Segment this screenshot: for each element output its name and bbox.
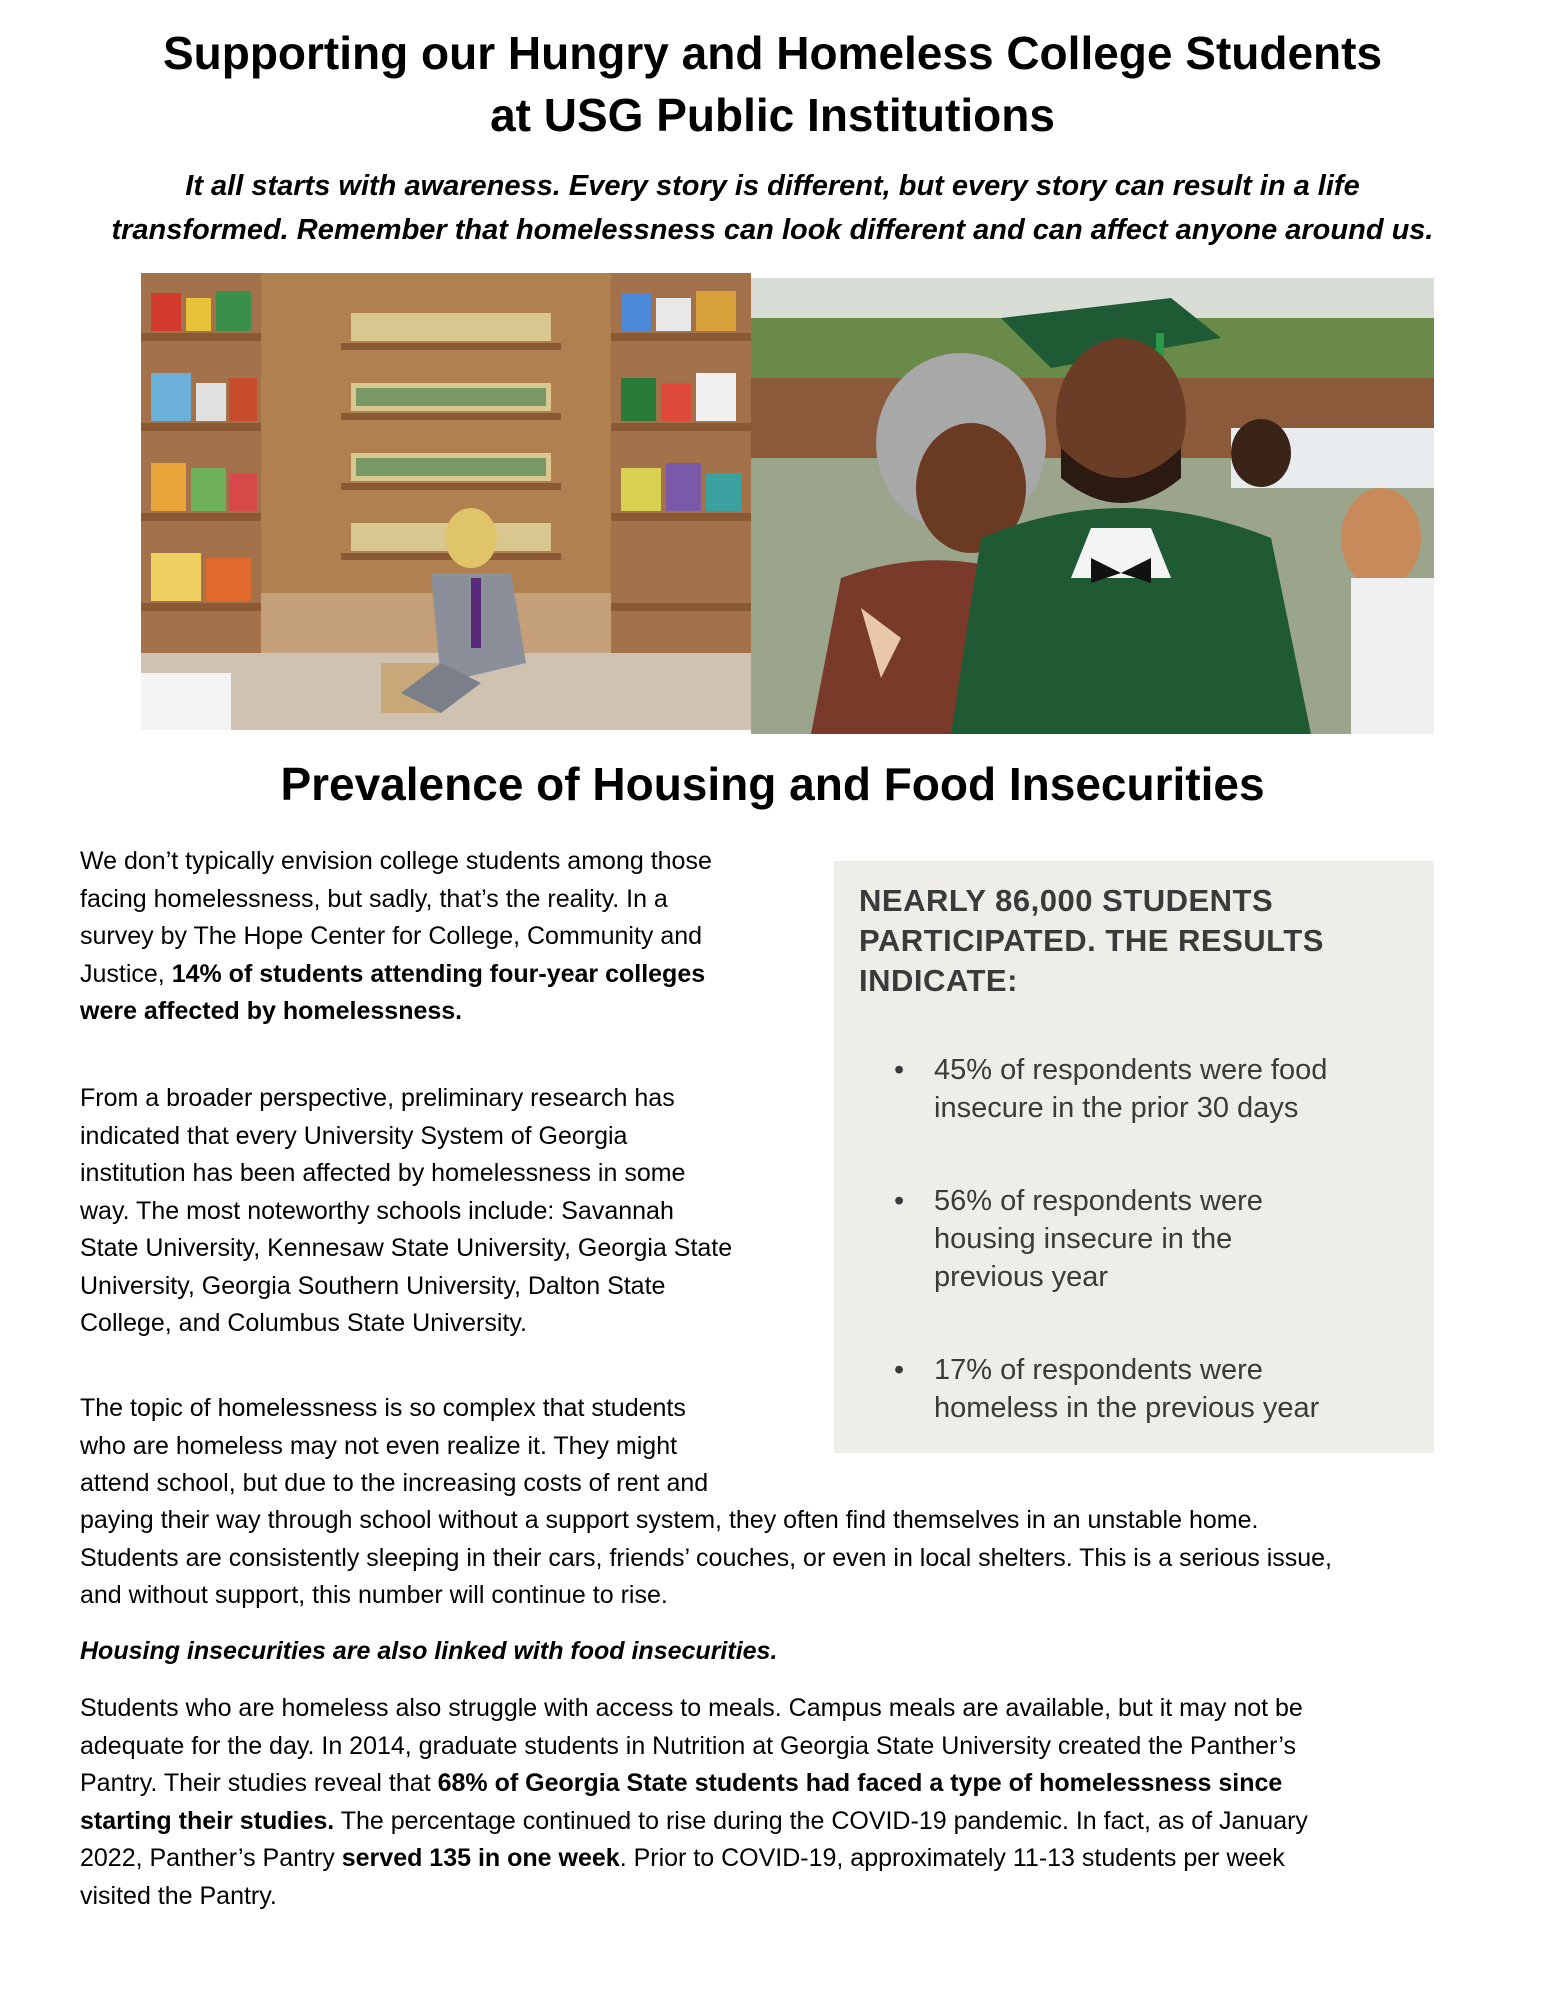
paragraph-complex-topic: [80, 1390, 800, 1503]
result-line: previous year: [934, 1261, 1109, 1293]
text-plain: 2022, Panther’s Pantry: [80, 1844, 342, 1872]
result-line: 17% of respondents were: [934, 1354, 1263, 1386]
heading-line: NEARLY 86,000 STUDENTS: [859, 883, 1274, 918]
survey-results-box: [834, 861, 1434, 1453]
text-line-bold: were affected by homelessness.: [80, 997, 463, 1025]
paragraph-complex-topic-continued: [80, 1502, 1470, 1615]
survey-results-heading: [859, 881, 1419, 1001]
text-line: State University, Kennesaw State University, Georgia State: [80, 1234, 733, 1262]
subtitle-line-1: It all starts with awareness. Every story is different, but every story can result in a life: [185, 170, 1360, 202]
subtitle-line-2: transformed. Remember that homelessness can look different and can affect anyone around us.: [111, 214, 1434, 246]
survey-result-item: [888, 1051, 1418, 1127]
result-line: homeless in the previous year: [934, 1392, 1320, 1424]
text-line: visited the Pantry.: [80, 1881, 277, 1910]
text-line: facing homelessness, but sadly, that’s the reality. In a: [80, 884, 668, 913]
text-line: adequate for the day. In 2014, graduate students in Nutrition at Georgia State University created the Panther’s: [80, 1731, 1297, 1760]
food-pantry-photo: [141, 273, 751, 730]
bullet-icon: •: [894, 1185, 905, 1217]
section-title: Prevalence of Housing and Food Insecurities: [280, 758, 1265, 810]
text-plain: The percentage continued to rise during the COVID-19 pandemic. In fact, as of January: [334, 1806, 1308, 1835]
text-line: institution has been affected by homelessness in some: [80, 1159, 686, 1187]
survey-results-list: [888, 1051, 1418, 1482]
result-line: 45% of respondents were food: [934, 1054, 1328, 1086]
heading-line: PARTICIPATED. THE RESULTS: [859, 923, 1324, 958]
text-line: [80, 1840, 1470, 1878]
text-line: indicated that every University System of Georgia: [80, 1121, 628, 1150]
text-line: Students who are homeless also struggle with access to meals. Campus meals are available, but it may not be: [80, 1694, 1303, 1722]
text-plain: . Prior to COVID-19, approximately 11-13 students per week: [619, 1844, 1285, 1872]
result-line: insecure in the prior 30 days: [934, 1092, 1299, 1124]
bullet-icon: •: [894, 1354, 905, 1386]
text-line: [80, 956, 800, 994]
bullet-icon: •: [894, 1054, 905, 1086]
paragraph-hope-center: [80, 843, 800, 1031]
paragraph-panthers-pantry: [80, 1690, 1470, 1915]
text-line: who are homeless may not even realize it. They might: [80, 1431, 678, 1460]
text-bold: starting their studies.: [80, 1806, 335, 1835]
text-line: [80, 1765, 1470, 1803]
food-insecurity-callout: Housing insecurities are also linked with food insecurities.: [80, 1637, 778, 1665]
text-line: and without support, this number will continue to rise.: [80, 1581, 668, 1609]
text-line: We don’t typically envision college students among those: [80, 847, 712, 875]
graduation-illustration: [751, 278, 1434, 734]
text-bold: 14% of students attending four-year colleges: [171, 959, 706, 988]
result-line: 56% of respondents were: [934, 1185, 1263, 1217]
page-subtitle: [60, 164, 1485, 252]
text-line: [80, 1803, 1470, 1841]
paragraph-usg-research: [80, 1080, 800, 1343]
graduation-photo: [751, 278, 1434, 734]
text-line: The topic of homelessness is so complex that students: [80, 1394, 686, 1422]
text-line: survey by The Hope Center for College, Community and: [80, 922, 703, 950]
text-line: attend school, but due to the increasing costs of rent and: [80, 1469, 709, 1497]
text-line: Students are consistently sleeping in their cars, friends’ couches, or even in local shelters. This is a serious issue,: [80, 1543, 1333, 1572]
text-line: paying their way through school without a support system, they often find themselves in an unstable home.: [80, 1506, 1259, 1534]
result-line: housing insecure in the: [934, 1223, 1233, 1255]
page-title: [0, 22, 1545, 146]
text-plain: Justice,: [80, 959, 172, 988]
text-line: College, and Columbus State University.: [80, 1309, 527, 1337]
survey-result-item: [888, 1182, 1418, 1296]
text-line: From a broader perspective, preliminary research has: [80, 1084, 675, 1112]
text-line: way. The most noteworthy schools include: Savannah: [80, 1196, 674, 1225]
title-line-1: Supporting our Hungry and Homeless College Students: [162, 27, 1383, 79]
text-plain: Pantry. Their studies reveal that: [80, 1769, 438, 1797]
food-pantry-illustration: [141, 273, 751, 730]
title-line-2: at USG Public Institutions: [490, 89, 1055, 141]
survey-result-item: [888, 1351, 1418, 1427]
text-bold: 68% of Georgia State students had faced a type of homelessness since: [437, 1769, 1283, 1797]
heading-line: INDICATE:: [859, 963, 1018, 998]
text-bold: served 135 in one week: [341, 1844, 620, 1872]
text-line: University, Georgia Southern University, Dalton State: [80, 1271, 666, 1300]
